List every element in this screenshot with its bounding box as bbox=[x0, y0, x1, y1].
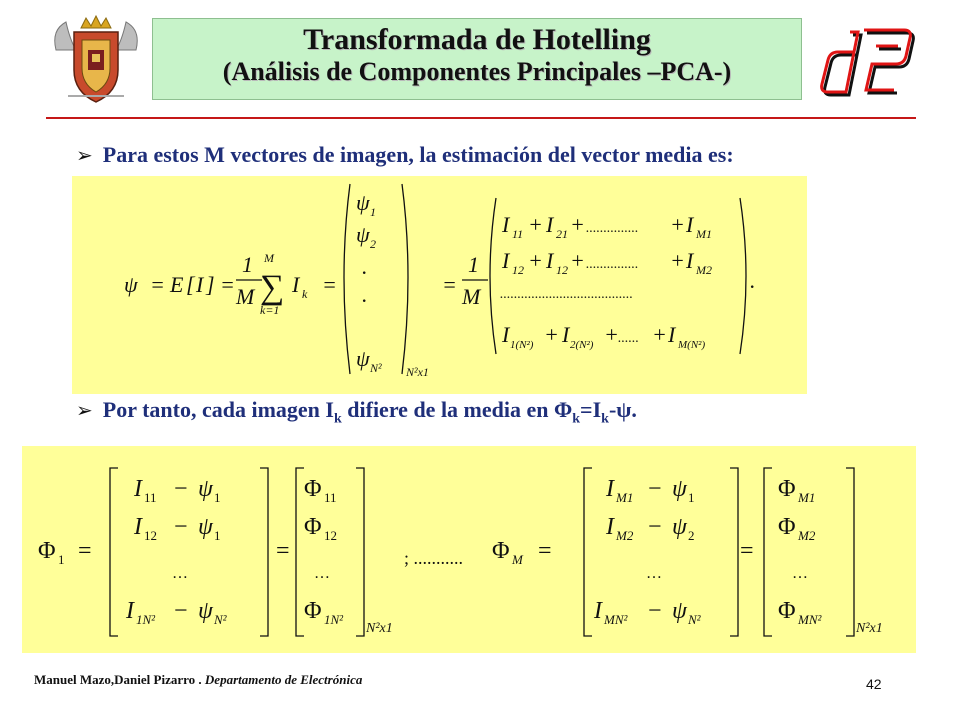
svg-text:k: k bbox=[302, 287, 308, 301]
svg-text:..............................: ...................................... bbox=[500, 287, 633, 302]
svg-text:I: I bbox=[546, 212, 554, 237]
svg-text:N²: N² bbox=[214, 612, 227, 627]
svg-text:+: + bbox=[670, 248, 685, 273]
svg-text:1: 1 bbox=[468, 252, 479, 277]
svg-text:ψ: ψ bbox=[198, 476, 213, 502]
bullet-2 bbox=[76, 397, 637, 427]
footer-department: Departamento de Electrónica bbox=[204, 672, 363, 687]
svg-text:M2: M2 bbox=[798, 528, 816, 543]
bullet-2-sub-k2: k bbox=[572, 411, 581, 427]
svg-text:=: = bbox=[78, 538, 92, 564]
svg-text:1: 1 bbox=[214, 490, 221, 505]
svg-text:M: M bbox=[264, 251, 274, 265]
bullet-2-text-mid: difiere de la media en bbox=[341, 397, 554, 422]
svg-text:M1: M1 bbox=[798, 490, 816, 505]
svg-text:M1: M1 bbox=[616, 490, 634, 505]
svg-text:+: + bbox=[670, 212, 685, 237]
svg-text:+: + bbox=[528, 248, 543, 273]
svg-text:…: … bbox=[792, 565, 808, 582]
svg-text:Φ: Φ bbox=[304, 514, 322, 540]
bullet-2-sub-k3: k bbox=[601, 411, 609, 427]
svg-text:ψ: ψ bbox=[672, 598, 687, 624]
svg-text:M1: M1 bbox=[696, 227, 712, 241]
svg-text:......: ...... bbox=[618, 331, 639, 346]
svg-text:ψ: ψ bbox=[198, 598, 213, 624]
svg-text:−: − bbox=[174, 598, 188, 624]
svg-text:…: … bbox=[172, 565, 188, 582]
bullet-1-text: Para estos M vectores de imagen, la estimación del vector media es: bbox=[102, 142, 734, 167]
svg-text:I: I bbox=[686, 212, 694, 237]
svg-text:M: M bbox=[512, 552, 523, 567]
svg-text:I: I bbox=[502, 322, 510, 347]
svg-text:I: I bbox=[606, 476, 614, 502]
bullet-2-text-prefix: Por tanto, cada imagen I bbox=[102, 397, 334, 422]
difference-vector-equation bbox=[22, 446, 916, 653]
difference-vector-formula bbox=[22, 446, 916, 653]
svg-text:Φ: Φ bbox=[38, 538, 56, 564]
svg-text:I: I bbox=[546, 248, 554, 273]
svg-text:MN²: MN² bbox=[798, 612, 822, 627]
svg-text:∑: ∑ bbox=[260, 269, 285, 306]
svg-text:I: I bbox=[668, 322, 676, 347]
mean-vector-equation bbox=[72, 176, 807, 394]
svg-text:I: I bbox=[196, 272, 204, 297]
svg-text:ψ: ψ bbox=[356, 222, 370, 247]
title-banner bbox=[152, 18, 802, 100]
svg-text:…: … bbox=[646, 565, 662, 582]
university-crest-icon bbox=[46, 10, 146, 110]
bullet-2-text-mid2: =I bbox=[580, 397, 602, 422]
slide-title: Transformada de Hotelling bbox=[303, 23, 651, 56]
svg-text:1: 1 bbox=[370, 205, 376, 219]
svg-text:Φ: Φ bbox=[778, 514, 796, 540]
svg-text:2: 2 bbox=[370, 237, 376, 251]
svg-text:12: 12 bbox=[556, 263, 568, 277]
svg-text:+: + bbox=[528, 212, 543, 237]
arrow-bullet-icon: ➢ bbox=[76, 143, 93, 167]
svg-text:1N²: 1N² bbox=[324, 612, 344, 627]
svg-text:.: . bbox=[750, 268, 756, 293]
svg-text:2(N²): 2(N²) bbox=[570, 339, 594, 351]
svg-text:]: ] bbox=[206, 272, 215, 297]
svg-text:12: 12 bbox=[144, 528, 157, 543]
svg-text:+: + bbox=[570, 212, 585, 237]
svg-text:+: + bbox=[544, 322, 559, 347]
mean-vector-formula bbox=[72, 176, 807, 394]
svg-text:Φ: Φ bbox=[778, 598, 796, 624]
svg-text:M(N²): M(N²) bbox=[678, 339, 706, 351]
svg-text:[: [ bbox=[186, 272, 195, 297]
svg-text:I: I bbox=[606, 514, 614, 540]
svg-text:I: I bbox=[134, 514, 142, 540]
svg-text:Φ: Φ bbox=[304, 598, 322, 624]
svg-text:=: = bbox=[220, 272, 235, 297]
svg-text:=: = bbox=[442, 272, 457, 297]
page-number: 42 bbox=[866, 676, 882, 692]
svg-text:=: = bbox=[276, 538, 290, 564]
svg-text:−: − bbox=[648, 598, 662, 624]
svg-text:+: + bbox=[652, 322, 667, 347]
svg-text:ψ: ψ bbox=[198, 514, 213, 540]
svg-text:M: M bbox=[236, 284, 255, 309]
svg-text:I: I bbox=[502, 212, 510, 237]
svg-text:=: = bbox=[150, 272, 165, 297]
svg-text:Φ: Φ bbox=[778, 476, 796, 502]
svg-text:1: 1 bbox=[242, 252, 253, 277]
svg-text:N²x1: N²x1 bbox=[366, 621, 393, 636]
svg-text:N²: N² bbox=[370, 361, 382, 375]
svg-text:I: I bbox=[686, 248, 694, 273]
svg-text:; ...........: ; ........... bbox=[404, 548, 464, 568]
svg-text:I: I bbox=[594, 598, 602, 624]
svg-text:M2: M2 bbox=[616, 528, 634, 543]
phi-symbol: Φ bbox=[554, 397, 573, 422]
svg-text:.: . bbox=[362, 254, 368, 279]
svg-text:Φ: Φ bbox=[304, 476, 322, 502]
svg-text:MN²: MN² bbox=[604, 612, 628, 627]
svg-text:1: 1 bbox=[688, 490, 695, 505]
svg-text:+: + bbox=[604, 322, 619, 347]
svg-text:1: 1 bbox=[58, 552, 65, 567]
svg-text:=: = bbox=[322, 272, 337, 297]
svg-text:11: 11 bbox=[144, 490, 157, 505]
svg-text:11: 11 bbox=[324, 490, 337, 505]
svg-text:12: 12 bbox=[512, 263, 524, 277]
svg-text:−: − bbox=[648, 514, 662, 540]
bullet-2-sub-k: k bbox=[333, 411, 342, 427]
bullet-1 bbox=[76, 142, 734, 168]
svg-text:M: M bbox=[462, 284, 481, 309]
svg-text:ψ: ψ bbox=[672, 476, 687, 502]
svg-text:ψ: ψ bbox=[356, 190, 370, 215]
svg-text:ψ: ψ bbox=[672, 514, 687, 540]
svg-text:N²x1: N²x1 bbox=[406, 365, 429, 379]
svg-text:21: 21 bbox=[556, 227, 568, 241]
svg-text:2: 2 bbox=[688, 528, 695, 543]
svg-text:...............: ............... bbox=[586, 221, 639, 236]
footer-separator: . bbox=[195, 672, 205, 687]
svg-text:ψ: ψ bbox=[124, 272, 138, 297]
departamento-electronica-logo-icon bbox=[820, 20, 918, 106]
svg-text:+: + bbox=[570, 248, 585, 273]
svg-text:−: − bbox=[648, 476, 662, 502]
svg-text:11: 11 bbox=[512, 227, 524, 241]
svg-text:1N²: 1N² bbox=[136, 612, 156, 627]
arrow-bullet-icon: ➢ bbox=[76, 398, 93, 422]
svg-text:12: 12 bbox=[324, 528, 337, 543]
svg-text:.: . bbox=[362, 282, 368, 307]
footer-credits bbox=[34, 672, 362, 688]
svg-text:...............: ............... bbox=[586, 257, 639, 272]
bullet-2-text-suffix: -ψ. bbox=[608, 397, 637, 422]
svg-text:N²x1: N²x1 bbox=[856, 621, 883, 636]
svg-text:I: I bbox=[502, 248, 510, 273]
svg-text:N²: N² bbox=[688, 612, 701, 627]
svg-text:1(N²): 1(N²) bbox=[510, 339, 534, 351]
svg-text:E: E bbox=[170, 272, 184, 297]
slide-subtitle: (Análisis de Componentes Principales –PCA-) bbox=[222, 57, 732, 86]
header-divider bbox=[46, 117, 916, 119]
svg-text:I: I bbox=[292, 272, 300, 297]
footer-authors: Manuel Mazo,Daniel Pizarro bbox=[34, 672, 196, 687]
svg-text:I: I bbox=[562, 322, 570, 347]
svg-text:I: I bbox=[134, 476, 142, 502]
svg-text:Φ: Φ bbox=[492, 538, 510, 564]
svg-text:…: … bbox=[314, 565, 330, 582]
svg-text:=: = bbox=[740, 538, 754, 564]
svg-text:k=1: k=1 bbox=[260, 303, 280, 317]
svg-text:=: = bbox=[538, 538, 552, 564]
svg-text:−: − bbox=[174, 476, 188, 502]
svg-text:ψ: ψ bbox=[356, 346, 370, 371]
svg-text:1: 1 bbox=[214, 528, 221, 543]
svg-text:−: − bbox=[174, 514, 188, 540]
svg-text:M2: M2 bbox=[696, 263, 712, 277]
svg-text:I: I bbox=[126, 598, 134, 624]
